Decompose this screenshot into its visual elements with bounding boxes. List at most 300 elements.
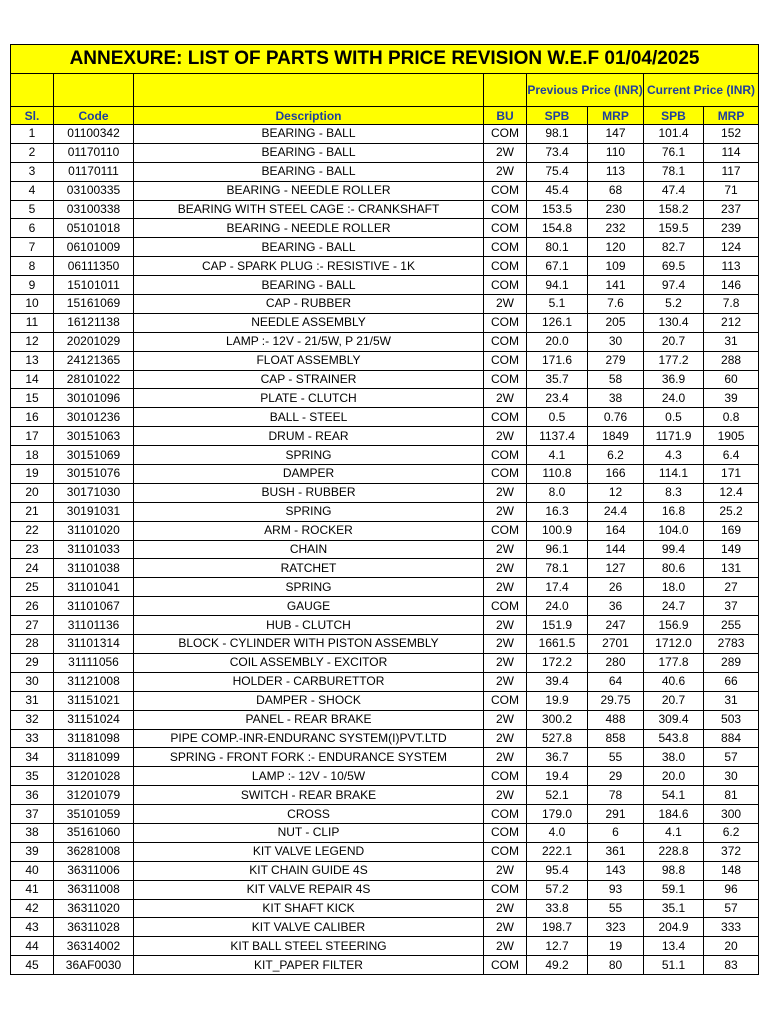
- cell-current-mrp: 25.2: [704, 502, 759, 521]
- cell-previous-spb: 33.8: [527, 899, 588, 918]
- cell-description: HUB - CLUTCH: [134, 616, 484, 635]
- cell-previous-spb: 19.4: [527, 767, 588, 786]
- cell-bu: COM: [484, 276, 527, 295]
- cell-current-spb: 24.0: [644, 389, 704, 408]
- cell-previous-mrp: 113: [588, 162, 644, 181]
- cell-previous-spb: 527.8: [527, 729, 588, 748]
- cell-sl: 33: [11, 729, 54, 748]
- cell-previous-mrp: 230: [588, 200, 644, 219]
- cell-previous-spb: 67.1: [527, 257, 588, 276]
- cell-description: BEARING - BALL: [134, 238, 484, 257]
- table-row: [11, 446, 759, 465]
- cell-current-mrp: 6.2: [704, 823, 759, 842]
- cell-previous-mrp: 205: [588, 313, 644, 332]
- cell-previous-mrp: 858: [588, 729, 644, 748]
- header-current-mrp: MRP: [704, 107, 759, 125]
- cell-current-spb: 38.0: [644, 748, 704, 767]
- header-code: Code: [54, 107, 134, 125]
- table-row: [11, 276, 759, 295]
- cell-current-spb: 184.6: [644, 805, 704, 824]
- table-row: [11, 162, 759, 181]
- table-body: [11, 125, 759, 975]
- table-row: [11, 483, 759, 502]
- cell-current-mrp: 146: [704, 276, 759, 295]
- cell-previous-spb: 151.9: [527, 616, 588, 635]
- table-row: [11, 257, 759, 276]
- table-row: [11, 181, 759, 200]
- cell-bu: COM: [484, 351, 527, 370]
- cell-sl: 2: [11, 143, 54, 162]
- cell-description: DAMPER - SHOCK: [134, 691, 484, 710]
- cell-previous-spb: 5.1: [527, 295, 588, 314]
- header-previous-spb: SPB: [527, 107, 588, 125]
- header-current-price: Current Price (INR): [644, 74, 759, 107]
- cell-current-mrp: 288: [704, 351, 759, 370]
- cell-code: 31111056: [54, 653, 134, 672]
- cell-previous-spb: 73.4: [527, 143, 588, 162]
- cell-previous-mrp: 19: [588, 937, 644, 956]
- cell-description: ARM - ROCKER: [134, 521, 484, 540]
- cell-sl: 38: [11, 823, 54, 842]
- cell-bu: COM: [484, 521, 527, 540]
- cell-sl: 6: [11, 219, 54, 238]
- cell-code: 36AF0030: [54, 956, 134, 975]
- cell-description: BLOCK - CYLINDER WITH PISTON ASSEMBLY: [134, 635, 484, 654]
- header-previous-price: Previous Price (INR): [527, 74, 644, 107]
- cell-code: 36311008: [54, 880, 134, 899]
- cell-code: 36314002: [54, 937, 134, 956]
- cell-previous-spb: 45.4: [527, 181, 588, 200]
- cell-current-spb: 4.3: [644, 446, 704, 465]
- cell-description: BEARING - NEEDLE ROLLER: [134, 219, 484, 238]
- cell-previous-mrp: 6.2: [588, 446, 644, 465]
- cell-previous-spb: 100.9: [527, 521, 588, 540]
- cell-sl: 8: [11, 257, 54, 276]
- cell-description: PIPE COMP.-INR-ENDURANC SYSTEM(I)PVT.LTD: [134, 729, 484, 748]
- cell-description: KIT VALVE REPAIR 4S: [134, 880, 484, 899]
- table-row: [11, 200, 759, 219]
- cell-description: GAUGE: [134, 597, 484, 616]
- cell-sl: 29: [11, 653, 54, 672]
- cell-sl: 20: [11, 483, 54, 502]
- table-row: [11, 937, 759, 956]
- cell-code: 15101011: [54, 276, 134, 295]
- table-row: [11, 219, 759, 238]
- cell-current-mrp: 57: [704, 748, 759, 767]
- table-row: [11, 332, 759, 351]
- cell-previous-spb: 39.4: [527, 672, 588, 691]
- cell-sl: 9: [11, 276, 54, 295]
- header-blank-code: [54, 74, 134, 107]
- cell-bu: 2W: [484, 427, 527, 446]
- cell-description: BALL - STEEL: [134, 408, 484, 427]
- cell-code: 31101041: [54, 578, 134, 597]
- cell-previous-mrp: 247: [588, 616, 644, 635]
- cell-sl: 41: [11, 880, 54, 899]
- cell-bu: 2W: [484, 559, 527, 578]
- cell-description: BEARING - NEEDLE ROLLER: [134, 181, 484, 200]
- table-row: [11, 842, 759, 861]
- cell-description: HOLDER - CARBURETTOR: [134, 672, 484, 691]
- cell-previous-mrp: 29.75: [588, 691, 644, 710]
- cell-description: SPRING - FRONT FORK :- ENDURANCE SYSTEM: [134, 748, 484, 767]
- cell-description: SPRING: [134, 578, 484, 597]
- cell-previous-mrp: 109: [588, 257, 644, 276]
- cell-sl: 15: [11, 389, 54, 408]
- cell-current-mrp: 60: [704, 370, 759, 389]
- cell-sl: 1: [11, 125, 54, 144]
- cell-current-mrp: 884: [704, 729, 759, 748]
- table-row: [11, 125, 759, 144]
- cell-sl: 31: [11, 691, 54, 710]
- cell-previous-mrp: 110: [588, 143, 644, 162]
- table-row: [11, 313, 759, 332]
- cell-description: BEARING - BALL: [134, 276, 484, 295]
- cell-bu: COM: [484, 691, 527, 710]
- cell-code: 36311006: [54, 861, 134, 880]
- cell-current-spb: 309.4: [644, 710, 704, 729]
- cell-sl: 3: [11, 162, 54, 181]
- cell-code: 31201028: [54, 767, 134, 786]
- cell-previous-mrp: 12: [588, 483, 644, 502]
- cell-description: CAP - STRAINER: [134, 370, 484, 389]
- cell-current-spb: 82.7: [644, 238, 704, 257]
- cell-code: 03100335: [54, 181, 134, 200]
- cell-bu: 2W: [484, 578, 527, 597]
- cell-sl: 34: [11, 748, 54, 767]
- cell-description: BUSH - RUBBER: [134, 483, 484, 502]
- cell-code: 01100342: [54, 125, 134, 144]
- table-row: [11, 143, 759, 162]
- cell-bu: 2W: [484, 162, 527, 181]
- cell-previous-spb: 198.7: [527, 918, 588, 937]
- cell-current-spb: 99.4: [644, 540, 704, 559]
- cell-code: 36281008: [54, 842, 134, 861]
- cell-description: KIT SHAFT KICK: [134, 899, 484, 918]
- cell-current-mrp: 96: [704, 880, 759, 899]
- cell-current-spb: 156.9: [644, 616, 704, 635]
- cell-previous-spb: 153.5: [527, 200, 588, 219]
- cell-current-mrp: 6.4: [704, 446, 759, 465]
- cell-code: 06111350: [54, 257, 134, 276]
- cell-previous-spb: 23.4: [527, 389, 588, 408]
- cell-previous-mrp: 141: [588, 276, 644, 295]
- cell-previous-mrp: 143: [588, 861, 644, 880]
- cell-current-spb: 54.1: [644, 786, 704, 805]
- cell-sl: 32: [11, 710, 54, 729]
- table-row: [11, 899, 759, 918]
- cell-description: COIL ASSEMBLY - EXCITOR: [134, 653, 484, 672]
- table-row: [11, 748, 759, 767]
- cell-description: KIT_PAPER FILTER: [134, 956, 484, 975]
- cell-previous-mrp: 26: [588, 578, 644, 597]
- cell-bu: 2W: [484, 653, 527, 672]
- cell-previous-mrp: 291: [588, 805, 644, 824]
- cell-current-spb: 4.1: [644, 823, 704, 842]
- cell-current-spb: 78.1: [644, 162, 704, 181]
- cell-sl: 10: [11, 295, 54, 314]
- cell-bu: COM: [484, 332, 527, 351]
- cell-previous-spb: 1137.4: [527, 427, 588, 446]
- cell-previous-spb: 36.7: [527, 748, 588, 767]
- cell-code: 30151063: [54, 427, 134, 446]
- cell-code: 06101009: [54, 238, 134, 257]
- cell-bu: 2W: [484, 295, 527, 314]
- table-row: [11, 370, 759, 389]
- cell-current-mrp: 31: [704, 332, 759, 351]
- cell-current-mrp: 81: [704, 786, 759, 805]
- cell-previous-spb: 12.7: [527, 937, 588, 956]
- table-row: [11, 295, 759, 314]
- cell-current-mrp: 237: [704, 200, 759, 219]
- table-row: [11, 389, 759, 408]
- cell-previous-spb: 95.4: [527, 861, 588, 880]
- cell-bu: 2W: [484, 635, 527, 654]
- cell-previous-spb: 35.7: [527, 370, 588, 389]
- cell-current-mrp: 117: [704, 162, 759, 181]
- cell-current-mrp: 124: [704, 238, 759, 257]
- cell-bu: 2W: [484, 483, 527, 502]
- table-row: [11, 597, 759, 616]
- cell-code: 20201029: [54, 332, 134, 351]
- cell-code: 15161069: [54, 295, 134, 314]
- cell-current-spb: 16.8: [644, 502, 704, 521]
- cell-previous-spb: 172.2: [527, 653, 588, 672]
- cell-current-mrp: 20: [704, 937, 759, 956]
- cell-code: 31101136: [54, 616, 134, 635]
- cell-current-spb: 40.6: [644, 672, 704, 691]
- cell-current-spb: 69.5: [644, 257, 704, 276]
- cell-code: 30101236: [54, 408, 134, 427]
- cell-sl: 26: [11, 597, 54, 616]
- cell-code: 31151021: [54, 691, 134, 710]
- table-row: [11, 823, 759, 842]
- cell-current-mrp: 212: [704, 313, 759, 332]
- cell-current-mrp: 1905: [704, 427, 759, 446]
- cell-current-spb: 51.1: [644, 956, 704, 975]
- cell-current-mrp: 114: [704, 143, 759, 162]
- cell-code: 16121138: [54, 313, 134, 332]
- cell-current-spb: 204.9: [644, 918, 704, 937]
- cell-previous-spb: 4.1: [527, 446, 588, 465]
- cell-description: NUT - CLIP: [134, 823, 484, 842]
- cell-description: CROSS: [134, 805, 484, 824]
- cell-current-mrp: 7.8: [704, 295, 759, 314]
- cell-sl: 14: [11, 370, 54, 389]
- cell-description: DRUM - REAR: [134, 427, 484, 446]
- cell-sl: 43: [11, 918, 54, 937]
- cell-current-mrp: 149: [704, 540, 759, 559]
- cell-previous-mrp: 6: [588, 823, 644, 842]
- cell-bu: COM: [484, 370, 527, 389]
- table-row: [11, 502, 759, 521]
- cell-current-mrp: 372: [704, 842, 759, 861]
- cell-previous-mrp: 78: [588, 786, 644, 805]
- cell-current-mrp: 83: [704, 956, 759, 975]
- cell-current-spb: 177.8: [644, 653, 704, 672]
- cell-previous-mrp: 127: [588, 559, 644, 578]
- cell-current-spb: 20.7: [644, 691, 704, 710]
- cell-current-mrp: 333: [704, 918, 759, 937]
- cell-previous-mrp: 232: [588, 219, 644, 238]
- cell-sl: 7: [11, 238, 54, 257]
- cell-sl: 28: [11, 635, 54, 654]
- cell-sl: 17: [11, 427, 54, 446]
- cell-current-spb: 8.3: [644, 483, 704, 502]
- cell-current-mrp: 255: [704, 616, 759, 635]
- cell-code: 31101020: [54, 521, 134, 540]
- cell-bu: COM: [484, 842, 527, 861]
- cell-code: 05101018: [54, 219, 134, 238]
- cell-previous-spb: 49.2: [527, 956, 588, 975]
- cell-current-mrp: 169: [704, 521, 759, 540]
- cell-bu: COM: [484, 257, 527, 276]
- table-row: [11, 351, 759, 370]
- cell-description: BEARING - BALL: [134, 125, 484, 144]
- cell-description: KIT CHAIN GUIDE 4S: [134, 861, 484, 880]
- table-row: [11, 616, 759, 635]
- cell-code: 30191031: [54, 502, 134, 521]
- cell-current-mrp: 131: [704, 559, 759, 578]
- table-row: [11, 805, 759, 824]
- table-row: [11, 956, 759, 975]
- cell-current-mrp: 300: [704, 805, 759, 824]
- cell-description: CAP - RUBBER: [134, 295, 484, 314]
- cell-sl: 13: [11, 351, 54, 370]
- cell-description: BEARING WITH STEEL CAGE :- CRANKSHAFT: [134, 200, 484, 219]
- cell-current-spb: 228.8: [644, 842, 704, 861]
- table-row: [11, 578, 759, 597]
- cell-previous-mrp: 7.6: [588, 295, 644, 314]
- cell-previous-mrp: 80: [588, 956, 644, 975]
- cell-bu: COM: [484, 125, 527, 144]
- cell-previous-mrp: 488: [588, 710, 644, 729]
- cell-current-spb: 5.2: [644, 295, 704, 314]
- cell-current-mrp: 71: [704, 181, 759, 200]
- cell-previous-spb: 1661.5: [527, 635, 588, 654]
- cell-previous-spb: 52.1: [527, 786, 588, 805]
- cell-previous-spb: 0.5: [527, 408, 588, 427]
- cell-sl: 22: [11, 521, 54, 540]
- cell-current-spb: 59.1: [644, 880, 704, 899]
- cell-code: 31101314: [54, 635, 134, 654]
- cell-previous-spb: 20.0: [527, 332, 588, 351]
- cell-bu: COM: [484, 446, 527, 465]
- table-row: [11, 653, 759, 672]
- header-blank-sl: [11, 74, 54, 107]
- cell-current-mrp: 12.4: [704, 483, 759, 502]
- cell-description: FLOAT ASSEMBLY: [134, 351, 484, 370]
- cell-code: 35101059: [54, 805, 134, 824]
- cell-sl: 25: [11, 578, 54, 597]
- cell-current-spb: 130.4: [644, 313, 704, 332]
- cell-code: 36311028: [54, 918, 134, 937]
- cell-bu: 2W: [484, 937, 527, 956]
- table-row: [11, 880, 759, 899]
- table-row: [11, 559, 759, 578]
- cell-code: 01170110: [54, 143, 134, 162]
- cell-previous-spb: 222.1: [527, 842, 588, 861]
- cell-current-mrp: 30: [704, 767, 759, 786]
- table-row: [11, 427, 759, 446]
- cell-previous-mrp: 58: [588, 370, 644, 389]
- cell-previous-mrp: 0.76: [588, 408, 644, 427]
- cell-code: 35161060: [54, 823, 134, 842]
- cell-current-spb: 159.5: [644, 219, 704, 238]
- cell-current-spb: 104.0: [644, 521, 704, 540]
- page-title: ANNEXURE: LIST OF PARTS WITH PRICE REVISION W.E.F 01/04/2025: [11, 45, 759, 74]
- header-bu: BU: [484, 107, 527, 125]
- cell-sl: 12: [11, 332, 54, 351]
- cell-current-spb: 177.2: [644, 351, 704, 370]
- cell-sl: 44: [11, 937, 54, 956]
- cell-current-mrp: 39: [704, 389, 759, 408]
- cell-description: SWITCH - REAR BRAKE: [134, 786, 484, 805]
- cell-bu: 2W: [484, 143, 527, 162]
- cell-sl: 19: [11, 465, 54, 484]
- cell-sl: 45: [11, 956, 54, 975]
- cell-previous-mrp: 30: [588, 332, 644, 351]
- cell-bu: COM: [484, 805, 527, 824]
- cell-bu: COM: [484, 823, 527, 842]
- cell-previous-mrp: 38: [588, 389, 644, 408]
- cell-previous-spb: 17.4: [527, 578, 588, 597]
- cell-current-spb: 36.9: [644, 370, 704, 389]
- cell-previous-spb: 75.4: [527, 162, 588, 181]
- cell-bu: 2W: [484, 710, 527, 729]
- cell-previous-spb: 179.0: [527, 805, 588, 824]
- cell-previous-spb: 80.1: [527, 238, 588, 257]
- cell-current-mrp: 152: [704, 125, 759, 144]
- table-row: [11, 408, 759, 427]
- cell-previous-spb: 19.9: [527, 691, 588, 710]
- cell-bu: COM: [484, 238, 527, 257]
- cell-current-spb: 80.6: [644, 559, 704, 578]
- table-row: [11, 767, 759, 786]
- cell-previous-mrp: 323: [588, 918, 644, 937]
- cell-previous-mrp: 361: [588, 842, 644, 861]
- cell-current-mrp: 239: [704, 219, 759, 238]
- cell-description: KIT VALVE CALIBER: [134, 918, 484, 937]
- cell-bu: COM: [484, 181, 527, 200]
- cell-previous-mrp: 64: [588, 672, 644, 691]
- cell-previous-mrp: 24.4: [588, 502, 644, 521]
- table-row: [11, 691, 759, 710]
- cell-current-spb: 1712.0: [644, 635, 704, 654]
- cell-previous-spb: 8.0: [527, 483, 588, 502]
- cell-current-mrp: 37: [704, 597, 759, 616]
- cell-sl: 42: [11, 899, 54, 918]
- cell-bu: 2W: [484, 729, 527, 748]
- cell-sl: 27: [11, 616, 54, 635]
- cell-bu: 2W: [484, 786, 527, 805]
- cell-bu: COM: [484, 880, 527, 899]
- table-row: [11, 465, 759, 484]
- cell-code: 31101033: [54, 540, 134, 559]
- header-previous-mrp: MRP: [588, 107, 644, 125]
- cell-previous-mrp: 279: [588, 351, 644, 370]
- cell-current-spb: 158.2: [644, 200, 704, 219]
- cell-bu: COM: [484, 597, 527, 616]
- price-revision-table: [10, 44, 759, 975]
- cell-description: CHAIN: [134, 540, 484, 559]
- table-row: [11, 521, 759, 540]
- cell-code: 31151024: [54, 710, 134, 729]
- cell-current-mrp: 66: [704, 672, 759, 691]
- cell-current-mrp: 57: [704, 899, 759, 918]
- cell-previous-spb: 98.1: [527, 125, 588, 144]
- cell-previous-spb: 16.3: [527, 502, 588, 521]
